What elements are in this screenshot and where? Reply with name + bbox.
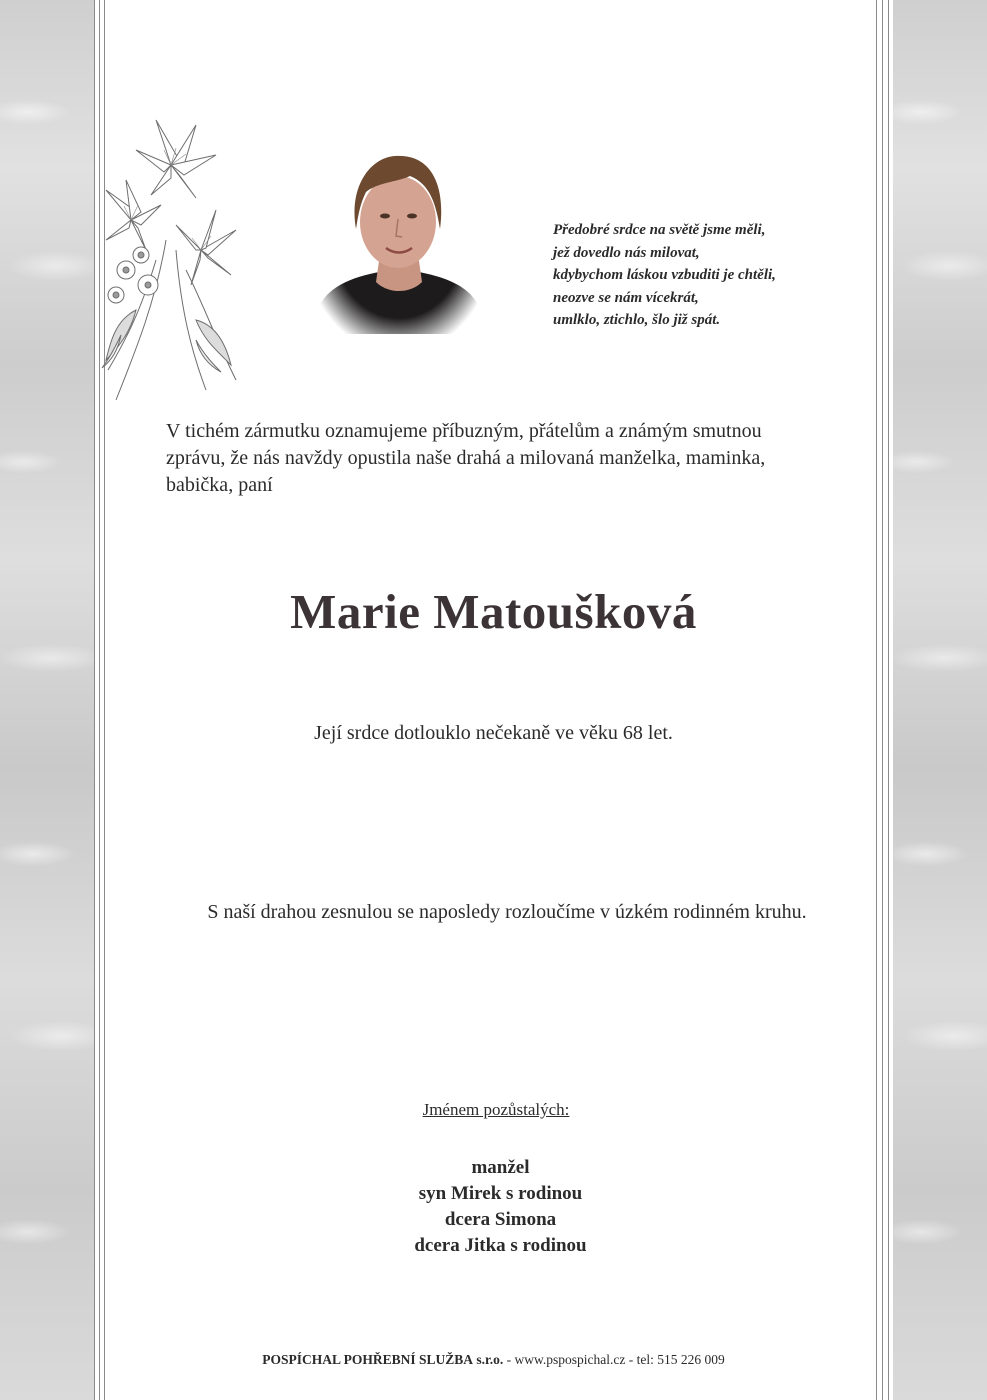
poem-line: umlklo, ztichlo, šlo již spát. <box>553 312 721 328</box>
poem-line: kdybychom láskou vzbuditi je chtěli, <box>553 267 776 283</box>
lily-bouquet-icon <box>96 110 248 410</box>
announcement-line: zprávu, že nás navždy opustila naše drahá a milovaná manželka, maminka, <box>166 447 766 469</box>
farewell-text: S naší drahou zesnulou se naposledy rozloučíme v úzkém rodinném kruhu. <box>207 901 807 923</box>
survivor-item: dcera Simona <box>444 1209 557 1230</box>
survivors-list <box>0 1155 987 1259</box>
announcement-line: V tichém zármutku oznamujeme příbuzným, přátelům a známým smutnou <box>166 420 762 442</box>
survivor-item: dcera Jitka s rodinou <box>414 1235 587 1256</box>
poem-line: neozve se nám vícekrát, <box>553 289 699 306</box>
announcement-line: babička, paní <box>166 474 273 496</box>
age-text: Její srdce dotlouklo nečekaně ve věku 68 let. <box>314 722 673 744</box>
portrait-photo <box>318 134 480 334</box>
company-contact: - www.pspospichal.cz - tel: 515 226 009 <box>503 1352 725 1367</box>
company-suffix: s.r.o. <box>476 1352 504 1367</box>
survivor-item: syn Mirek s rodinou <box>418 1183 583 1204</box>
survivor-item: manžel <box>471 1157 530 1178</box>
poem-line: jež dovedlo nás milovat, <box>553 244 700 261</box>
funeral-service-footer <box>0 1352 987 1368</box>
deceased-name: Marie Matoušková <box>290 584 697 639</box>
poem <box>553 219 853 332</box>
announcement-text <box>166 418 866 499</box>
company-name: POSPÍCHAL POHŘEBNÍ SLUŽBA <box>262 1352 474 1367</box>
poem-line: Předobré srdce na světě jsme měli, <box>553 222 766 238</box>
survivors-label: Jménem pozůstalých: <box>422 1100 570 1119</box>
